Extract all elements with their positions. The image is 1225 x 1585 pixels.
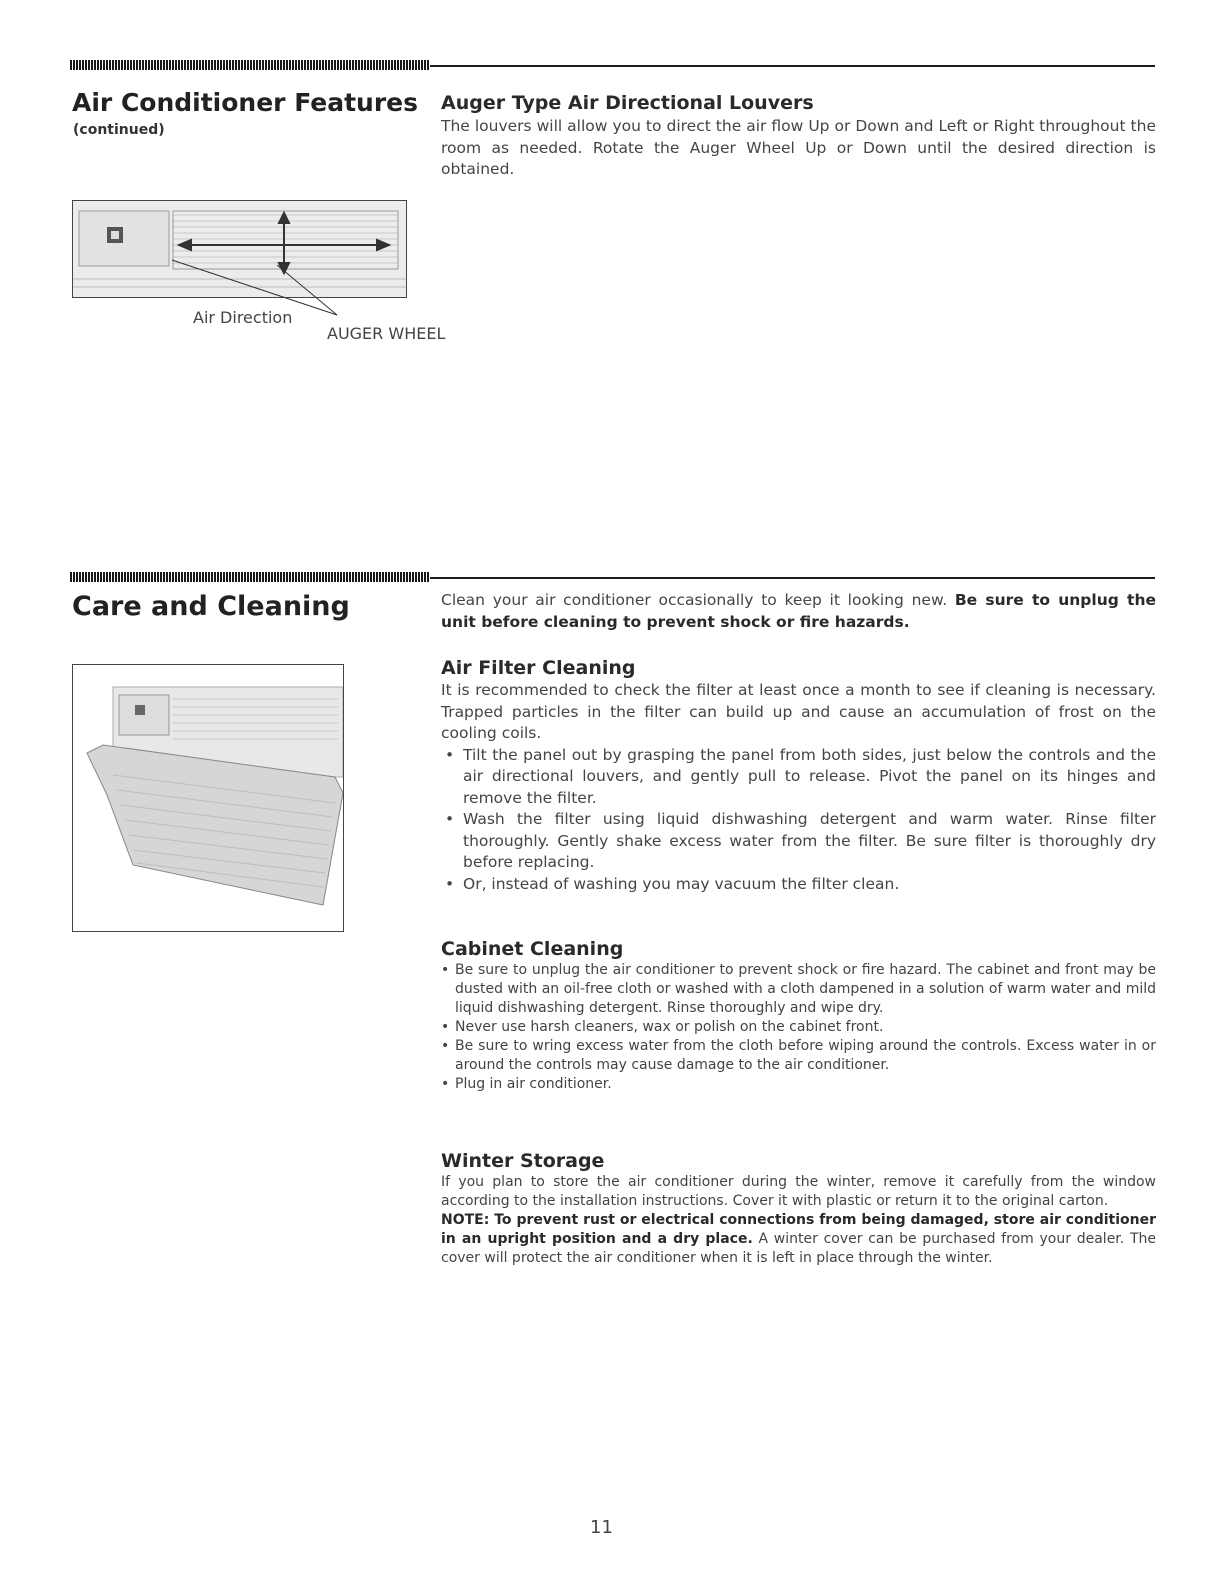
section-divider-middle: [70, 572, 1155, 582]
list-item: • Be sure to wring excess water from the cloth before wiping around the controls. Excess water in or around the controls may cause damage to the air conditioner.: [441, 1037, 1156, 1075]
cabinet-heading: Cabinet Cleaning: [441, 938, 624, 960]
care-intro-warning: Be sure to unplug the unit before cleaning to prevent shock or fire hazards.: [441, 591, 1156, 631]
winter-body: If you plan to store the air conditioner during the winter, remove it carefully from the window according to the installation instructions. Cover it with plastic or return it to the original carton.: [441, 1174, 1156, 1209]
list-item: • Plug in air conditioner.: [441, 1075, 1156, 1094]
louvers-body: The louvers will allow you to direct the air flow Up or Down and Left or Right throughout the room as needed. Rotate the Auger Wheel Up or Down until the desired direction is obtained.: [441, 117, 1156, 178]
louvers-block: [441, 92, 1156, 181]
section-title-care: Care and Cleaning: [72, 591, 350, 622]
winter-note-warning: NOTE: To prevent rust or electrical connections from being damaged, store air conditioner in an upright position and a dry place.: [441, 1212, 1156, 1247]
list-item: • Never use harsh cleaners, wax or polish on the cabinet front.: [441, 1018, 1156, 1037]
page-number: 11: [590, 1517, 613, 1538]
care-intro-text: Clean your air conditioner occasionally to keep it looking new.: [441, 591, 955, 609]
caption-auger-wheel: AUGER WHEEL: [327, 324, 446, 343]
filter-heading: Air Filter Cleaning: [441, 657, 636, 679]
filter-block: [441, 657, 1156, 895]
care-intro: [441, 590, 1156, 633]
winter-note-text: A winter cover can be purchased from your dealer. The cover will protect the air conditioner when it is left in place through the winter.: [441, 1231, 1156, 1266]
filter-body: It is recommended to check the filter at least once a month to see if cleaning is necessary. Trapped particles in the filter can build up and cause an accumulation of frost on the cooling coils.: [441, 681, 1156, 742]
filter-illustration: [72, 664, 344, 932]
winter-block: [441, 1150, 1156, 1268]
winter-heading: Winter Storage: [441, 1150, 605, 1172]
section-subtitle: (continued): [73, 122, 165, 138]
cabinet-bullet-list: [441, 961, 1156, 1094]
filter-bullet-list: [441, 745, 1156, 896]
list-item: • Tilt the panel out by grasping the panel from both sides, just below the controls and the air directional louvers, and gently pull to release. Pivot the panel on its hinges and remove the filter.: [441, 745, 1156, 810]
list-item: • Be sure to unplug the air conditioner to prevent shock or fire hazard. The cabinet and front may be dusted with an oil-free cloth or washed with a cloth dampened in a solution of warm water and mild liquid dishwashing detergent. Rinse thoroughly and wipe dry.: [441, 961, 1156, 1018]
list-item: • Or, instead of washing you may vacuum the filter clean.: [441, 874, 1156, 896]
list-item: • Wash the filter using liquid dishwashing detergent and warm water. Rinse filter thoroughly. Gently shake excess water from the filter. Be sure filter is thoroughly dry before replacing.: [441, 809, 1156, 874]
section-divider-top: [70, 60, 1155, 70]
cabinet-block: [441, 938, 1156, 1094]
caption-air-direction: Air Direction: [193, 308, 293, 327]
section-title-features: Air Conditioner Features: [72, 88, 419, 117]
louvers-heading: Auger Type Air Directional Louvers: [441, 92, 814, 114]
